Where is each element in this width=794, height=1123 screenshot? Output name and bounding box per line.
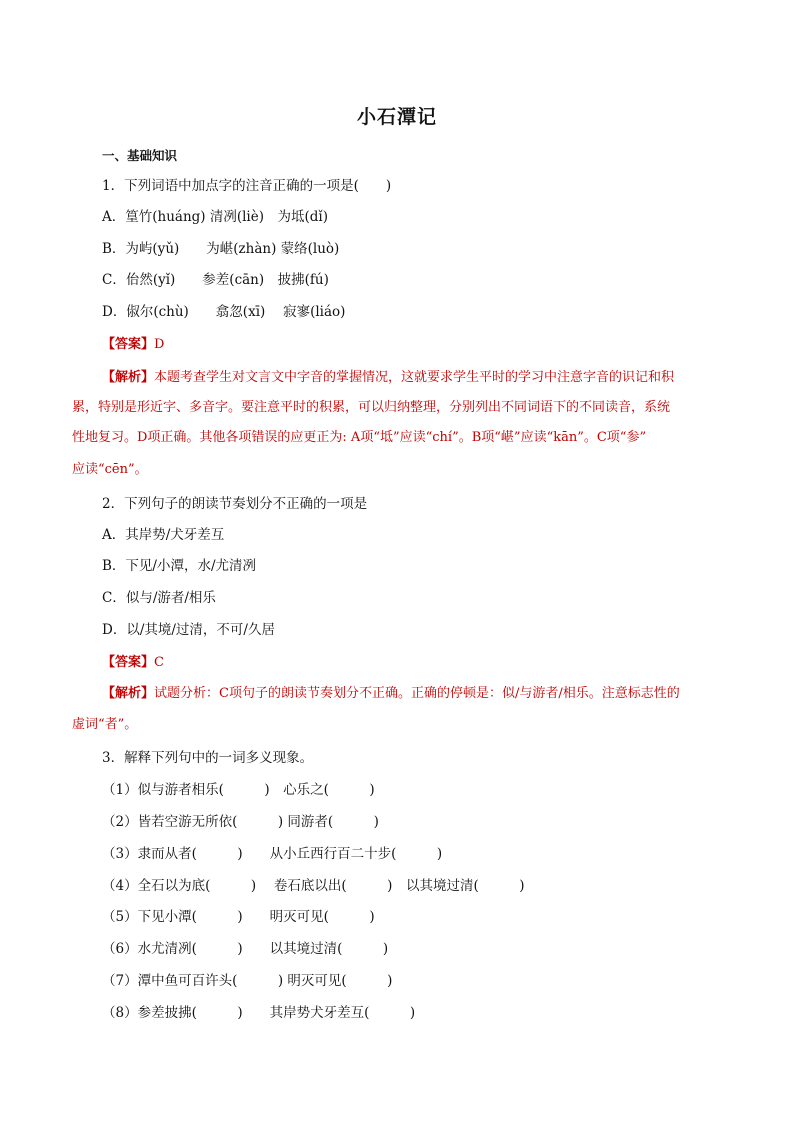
question-2-analysis-line-1 bbox=[102, 684, 680, 704]
analysis-label: 【解析】 bbox=[102, 686, 155, 701]
analysis-text: 试题分析：C项句子的朗读节奏划分不正确。正确的停顿是：似/与游者/相乐。注意标志性的 bbox=[154, 686, 680, 701]
question-3-item: （8）参差披拂( ) 其岸势犬牙差互( ) bbox=[102, 1005, 416, 1021]
analysis-text: 本题考查学生对文言文中字音的掌握情况，这就要求学生平时的学习中注意字音的识记和积 bbox=[154, 370, 675, 385]
question-2-option-a: A．其岸势/犬牙差互 bbox=[102, 527, 225, 543]
question-2-stem: 2．下列句子的朗读节奏划分不正确的一项是 bbox=[102, 496, 368, 512]
question-3-item: （4）全石以为底( ) 卷石底以出( ) 以其境过清( ) bbox=[102, 878, 525, 894]
question-1-answer bbox=[102, 334, 164, 355]
answer-label: 【答案】 bbox=[102, 337, 155, 352]
question-1-option-c: C．佁然(yǐ) 参差(cān) 披拂(fú) bbox=[102, 272, 329, 288]
question-1-analysis-line-3: 性地复习。D项正确。其他各项错误的应更正为: A项“坻”应读“chí”。B项“嵁”应读“kān”。C项“参” bbox=[72, 430, 647, 445]
question-1-option-d: D．俶尔(chù) 翕忽(xī) 寂寥(liáo) bbox=[102, 304, 346, 320]
question-2-option-c: C．似与/游者/相乐 bbox=[102, 590, 216, 606]
question-3-item: （7）潭中鱼可百许头( ) 明灭可见( ) bbox=[102, 973, 393, 989]
analysis-label: 【解析】 bbox=[102, 370, 155, 385]
question-2-analysis-line-2: 虚词“者”。 bbox=[72, 717, 138, 732]
question-1-analysis-line-2: 累，特别是形近字、多音字。要注意平时的积累，可以归纳整理，分别列出不同词语下的不同读音，系统 bbox=[72, 400, 671, 415]
question-3-item: （6）水尤清冽( ) 以其境过清( ) bbox=[102, 941, 389, 957]
answer-value: D bbox=[154, 337, 165, 352]
question-2-answer bbox=[102, 652, 164, 673]
question-2-option-d: D．以/其境/过清，不可/久居 bbox=[102, 622, 275, 638]
question-3-item: （5）下见小潭( ) 明灭可见( ) bbox=[102, 909, 375, 925]
answer-label: 【答案】 bbox=[102, 655, 155, 670]
question-1-analysis-line-1 bbox=[102, 368, 674, 388]
question-3-item: （2）皆若空游无所依( ) 同游者( ) bbox=[102, 814, 379, 830]
answer-value: C bbox=[154, 655, 164, 670]
section-heading: 一、基础知识 bbox=[102, 148, 178, 163]
question-3-item: （3）隶而从者( ) 从小丘西行百二十步( ) bbox=[102, 846, 443, 862]
question-3-item: （1）似与游者相乐( ) 心乐之( ) bbox=[102, 782, 375, 798]
question-1-stem: 1．下列词语中加点字的注音正确的一项是( ) bbox=[102, 178, 392, 194]
question-3-stem: 3．解释下列句中的一词多义现象。 bbox=[102, 750, 314, 766]
question-1-option-a: A．篁竹(huáng) 清冽(liè) 为坻(dǐ) bbox=[102, 209, 328, 225]
page-title: 小石潭记 bbox=[356, 106, 437, 128]
question-2-option-b: B．下见/小潭，水/尤清冽 bbox=[102, 558, 257, 574]
question-1-analysis-line-4: 应读“cēn”。 bbox=[72, 462, 148, 477]
question-1-option-b: B．为屿(yǔ) 为嵁(zhàn) 蒙络(luò) bbox=[102, 241, 340, 257]
